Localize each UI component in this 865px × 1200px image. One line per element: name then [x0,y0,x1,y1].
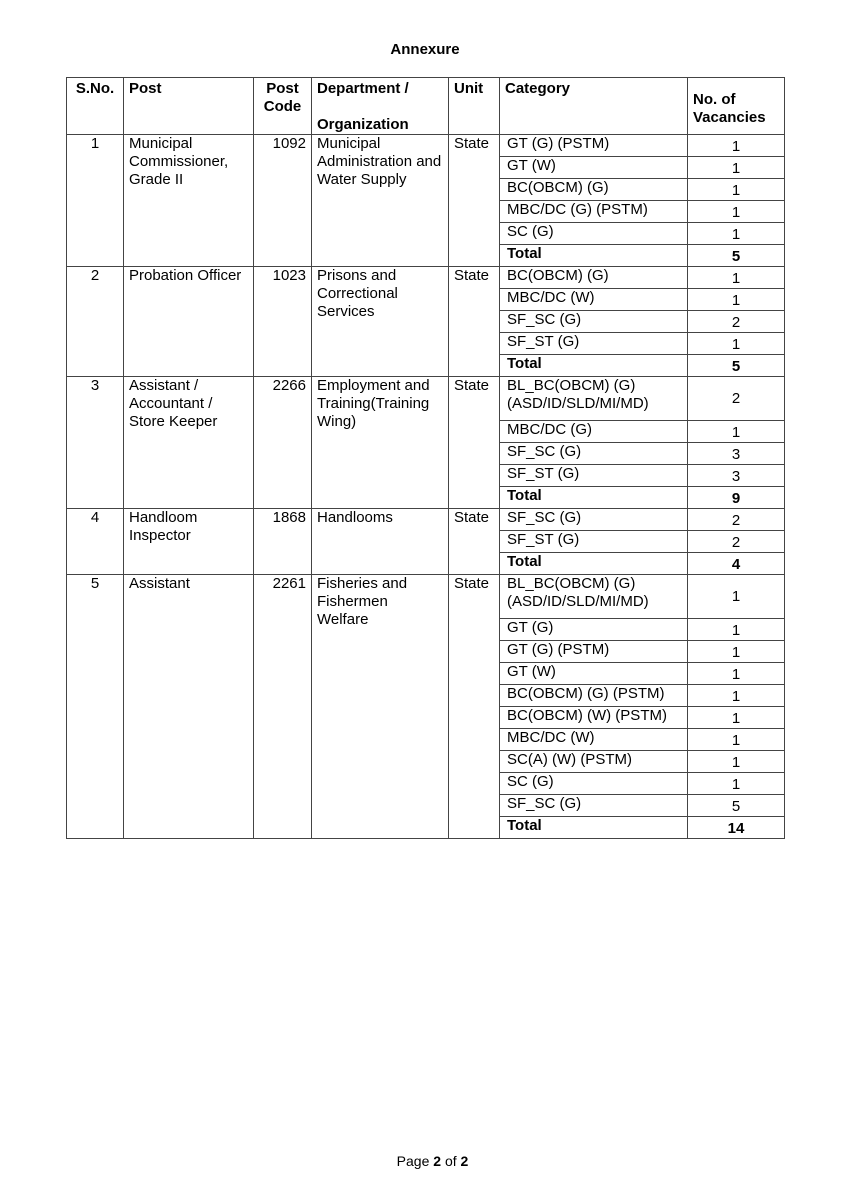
cell-category: BL_BC(OBCM) (G) (ASD/ID/SLD/MI/MD) [500,377,688,421]
cell-vacancies: 1 [688,663,785,685]
cell-category: SF_SC (G) [500,795,688,817]
cell-vacancies: 1 [688,773,785,795]
cell-vacancies: 1 [688,179,785,201]
table-row [67,509,785,531]
header-post-code [254,78,312,135]
page-title: Annexure [390,41,460,58]
cell-post: Assistant [124,575,254,839]
footer-page-total: 2 [460,1153,469,1169]
total-value: 5 [688,355,785,377]
cell-vacancies: 2 [688,377,785,421]
total-value: 9 [688,487,785,509]
cell-category: GT (W) [500,157,688,179]
total-label: Total [500,553,688,575]
cell-category: GT (G) [500,619,688,641]
cell-sno: 4 [67,509,124,575]
cell-category: BL_BC(OBCM) (G) (ASD/ID/SLD/MI/MD) [500,575,688,619]
cell-vacancies: 1 [688,201,785,223]
header-department-line1: Department / [317,80,409,97]
cell-vacancies: 2 [688,311,785,333]
cell-department: Municipal Administration and Water Supply [312,135,449,267]
cell-vacancies: 2 [688,509,785,531]
header-category: Category [500,78,688,135]
cell-department: Fisheries and Fishermen Welfare [312,575,449,839]
footer-prefix: Page [396,1153,430,1169]
cell-sno: 3 [67,377,124,509]
header-unit: Unit [449,78,500,135]
header-department-line2: Organization [317,116,409,133]
header-post-code-line2: Code [263,98,302,115]
cell-category: BC(OBCM) (G) [500,179,688,201]
cell-post-code: 1868 [254,509,312,575]
table-row [67,135,785,157]
cell-vacancies: 1 [688,751,785,773]
cell-vacancies: 1 [688,223,785,245]
cell-category: SC (G) [500,223,688,245]
cell-vacancies: 1 [688,289,785,311]
cell-sno: 5 [67,575,124,839]
cell-category: SF_SC (G) [500,311,688,333]
cell-category: GT (G) (PSTM) [500,135,688,157]
cell-category: BC(OBCM) (G) [500,267,688,289]
cell-category: MBC/DC (W) [500,289,688,311]
total-value: 5 [688,245,785,267]
total-value: 14 [688,817,785,839]
cell-vacancies: 1 [688,333,785,355]
cell-department: Prisons and Correctional Services [312,267,449,377]
cell-vacancies: 3 [688,443,785,465]
cell-post: Probation Officer [124,267,254,377]
cell-category: SF_ST (G) [500,531,688,553]
cell-post: Municipal Commissioner, Grade II [124,135,254,267]
header-post: Post [124,78,254,135]
cell-vacancies: 1 [688,619,785,641]
cell-vacancies: 1 [688,575,785,619]
cell-category: SF_ST (G) [500,333,688,355]
cell-category: SF_SC (G) [500,443,688,465]
header-department [312,78,449,135]
cell-vacancies: 2 [688,531,785,553]
cell-unit: State [449,135,500,267]
cell-department: Employment and Training(Training Wing) [312,377,449,509]
cell-vacancies: 1 [688,729,785,751]
cell-vacancies: 1 [688,267,785,289]
cell-category: MBC/DC (G) [500,421,688,443]
cell-vacancies: 1 [688,641,785,663]
cell-vacancies: 1 [688,707,785,729]
total-label: Total [500,487,688,509]
table-row [67,575,785,619]
header-post-code-line1: Post [266,80,299,97]
cell-category: MBC/DC (G) (PSTM) [500,201,688,223]
cell-category: MBC/DC (W) [500,729,688,751]
cell-post: Handloom Inspector [124,509,254,575]
cell-post-code: 1023 [254,267,312,377]
table-body [67,135,785,839]
header-vacancies-line2: Vacancies [693,109,766,126]
cell-vacancies: 1 [688,157,785,179]
cell-vacancies: 1 [688,685,785,707]
vacancy-table [66,77,785,839]
cell-vacancies: 1 [688,135,785,157]
cell-sno: 1 [67,135,124,267]
cell-post-code: 2261 [254,575,312,839]
table-row [67,377,785,421]
cell-vacancies: 3 [688,465,785,487]
cell-post: Assistant / Accountant / Store Keeper [124,377,254,509]
cell-category: SC(A) (W) (PSTM) [500,751,688,773]
cell-department: Handlooms [312,509,449,575]
cell-category: GT (W) [500,663,688,685]
total-label: Total [500,245,688,267]
cell-unit: State [449,377,500,509]
cell-post-code: 2266 [254,377,312,509]
table-row [67,267,785,289]
footer-of: of [444,1153,457,1169]
cell-category: BC(OBCM) (G) (PSTM) [500,685,688,707]
cell-category: BC(OBCM) (W) (PSTM) [500,707,688,729]
total-label: Total [500,355,688,377]
cell-sno: 2 [67,267,124,377]
cell-vacancies: 1 [688,421,785,443]
cell-post-code: 1092 [254,135,312,267]
total-label: Total [500,817,688,839]
cell-unit: State [449,509,500,575]
cell-unit: State [449,267,500,377]
table-header-row [67,78,785,135]
cell-vacancies: 5 [688,795,785,817]
cell-category: SC (G) [500,773,688,795]
header-sno: S.No. [67,78,124,135]
page-footer [0,1153,865,1169]
header-vacancies-line1: No. of [693,91,736,108]
total-value: 4 [688,553,785,575]
footer-page-number: 2 [433,1153,442,1169]
cell-category: SF_ST (G) [500,465,688,487]
cell-category: SF_SC (G) [500,509,688,531]
cell-unit: State [449,575,500,839]
cell-category: GT (G) (PSTM) [500,641,688,663]
header-vacancies [688,78,785,135]
